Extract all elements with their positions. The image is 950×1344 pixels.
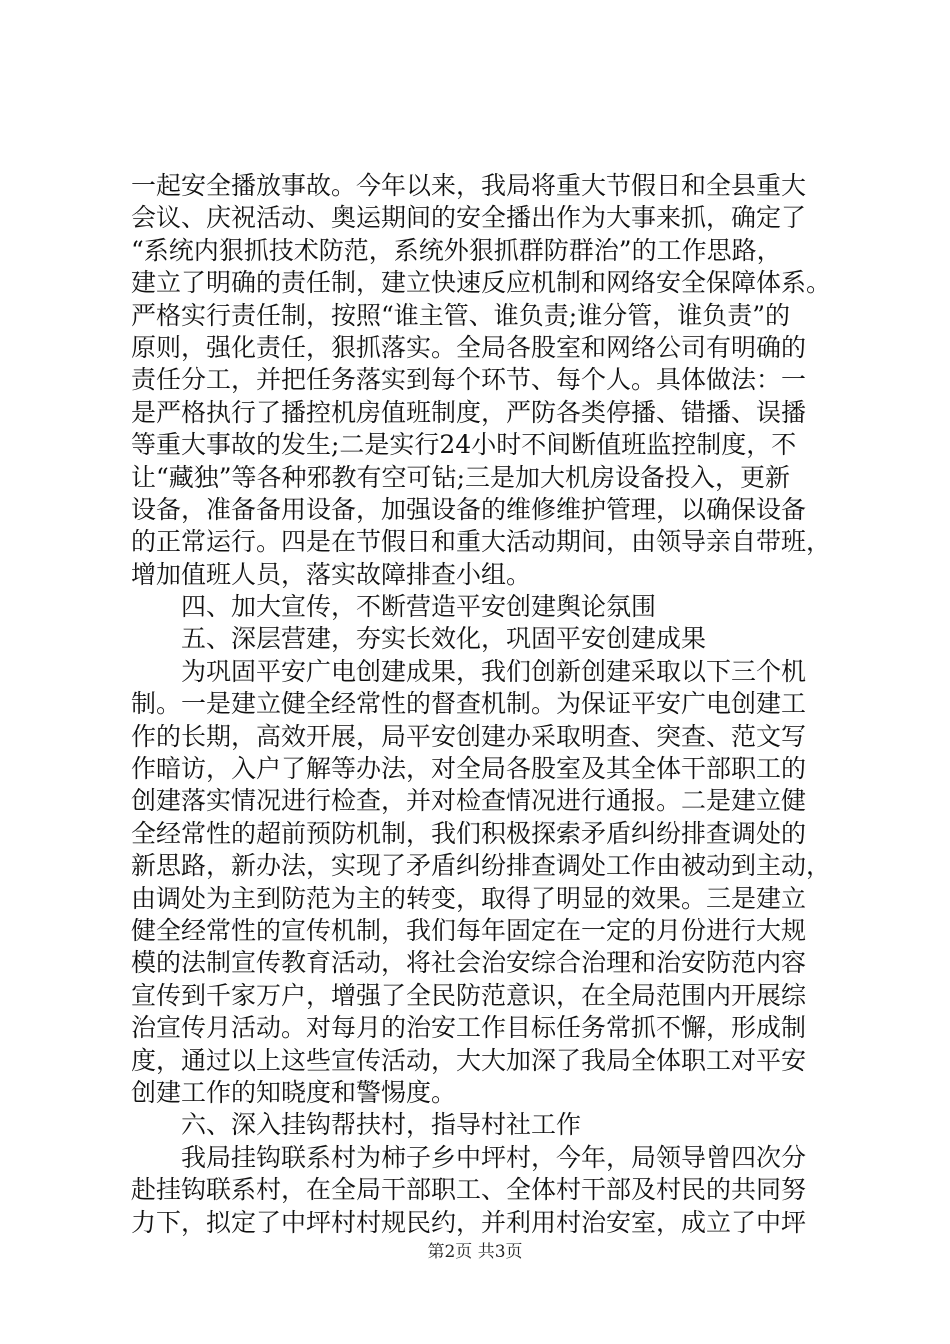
- text-line: 模的法制宣传教育活动，将社会治安综合治理和治安防范内容: [131, 948, 807, 978]
- text-line: 由调处为主到防范为主的转变，取得了明显的效果。三是建立: [131, 883, 807, 913]
- text-line: 是严格执行了播控机房值班制度，严防各类停播、错播、误播: [131, 397, 807, 427]
- text-line: 全经常性的超前预防机制，我们积极探索矛盾纠纷排查调处的: [131, 818, 807, 848]
- text-line: 创建落实情况进行检查，并对检查情况进行通报。二是建立健: [131, 786, 807, 816]
- text-line: 的正常运行。四是在节假日和重大活动期间，由领导亲自带班，: [131, 527, 832, 557]
- text-line: 会议、庆祝活动、奥运期间的安全播出作为大事来抓，确定了: [131, 203, 807, 233]
- text-line: 一起安全播放事故。今年以来，我局将重大节假日和全县重大: [131, 171, 807, 200]
- text-line: 等重大事故的发生;二是实行24小时不间断值班监控制度，不: [131, 430, 797, 460]
- text-line: 我局挂钩联系村为柿子乡中坪村，今年，局领导曾四次分: [181, 1142, 807, 1172]
- text-line: 制。一是建立健全经常性的督查机制。为保证平安广电创建工: [131, 689, 807, 719]
- text-line: 六、深入挂钩帮扶村，指导村社工作: [181, 1110, 582, 1140]
- body-text: [131, 170, 831, 1239]
- text-line: 五、深层营建，夯实长效化，巩固平安创建成果: [181, 624, 707, 654]
- text-line: 力下，拟定了中坪村村规民约，并利用村治安室，成立了中坪: [131, 1207, 807, 1237]
- text-line: 健全经常性的宣传机制，我们每年固定在一定的月份进行大规: [131, 915, 807, 945]
- text-line: 度，通过以上这些宣传活动，大大加深了我局全体职工对平安: [131, 1045, 807, 1075]
- text-line: 作的长期，高效开展，局平安创建办采取明查、突查、范文写: [131, 721, 807, 751]
- text-line: 增加值班人员，落实故障排查小组。: [131, 559, 532, 589]
- text-line: 严格实行责任制，按照“谁主管、谁负责;谁分管，谁负责”的: [131, 300, 790, 330]
- text-line: 设备，准备备用设备，加强设备的维修维护管理，以确保设备: [131, 494, 807, 524]
- text-line: 治宣传月活动。对每月的治安工作目标任务常抓不懈，形成制: [131, 1013, 807, 1043]
- text-line: 新思路，新办法，实现了矛盾纠纷排查调处工作由被动到主动，: [131, 851, 832, 881]
- text-line: 责任分工，并把任务落实到每个环节、每个人。具体做法：一: [131, 365, 807, 395]
- text-line: 让“藏独”等各种邪教有空可钻;三是加大机房设备投入，更新: [131, 462, 790, 492]
- text-line: 创建工作的知晓度和警惕度。: [131, 1077, 457, 1107]
- text-line: 宣传到千家万户，增强了全民防范意识，在全局范围内开展综: [131, 980, 807, 1010]
- text-line: 建立了明确的责任制，建立快速反应机制和网络安全保障体系。: [131, 268, 832, 298]
- page-footer: 第2页 共3页: [427, 1242, 523, 1262]
- text-line: 作暗访，入户了解等办法，对全局各股室及其全体干部职工的: [131, 754, 807, 784]
- text-line: “系统内狠抓技术防范，系统外狠抓群防群治”的工作思路，: [131, 235, 782, 265]
- text-line: 原则，强化责任，狠抓落实。全局各股室和网络公司有明确的: [131, 332, 807, 362]
- text-line: 四、加大宣传，不断营造平安创建舆论氛围: [181, 592, 657, 622]
- text-line: 赴挂钩联系村，在全局干部职工、全体村干部及村民的共同努: [131, 1175, 807, 1205]
- text-line: 为巩固平安广电创建成果，我们创新创建采取以下三个机: [181, 656, 807, 686]
